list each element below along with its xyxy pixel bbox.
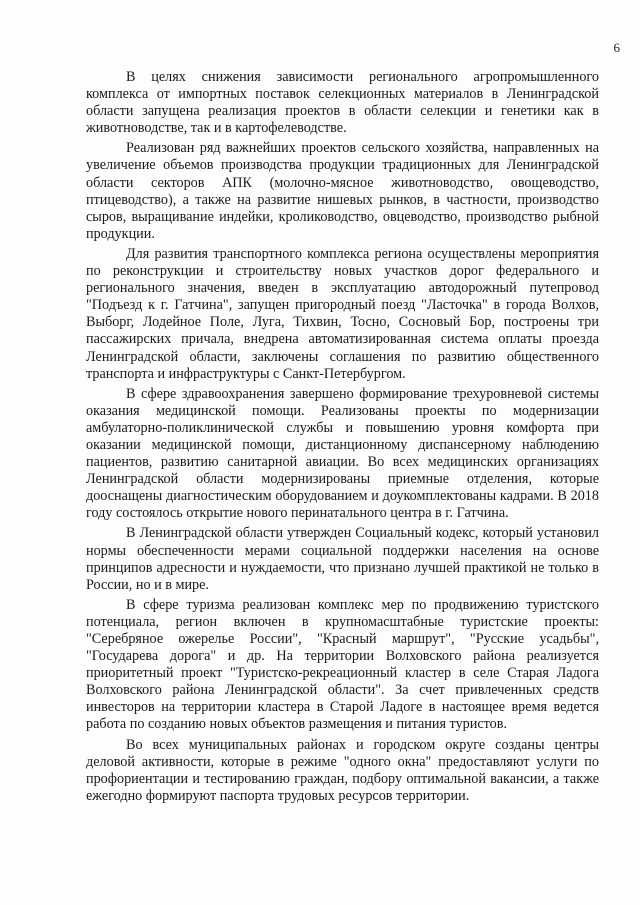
paragraph-social-code: В Ленинградской области утвержден Социальный кодекс, который установил нормы обеспеченности мерами социальной поддержки населения на основе принципов адресности и нуждаемости, что признано лучшей практикой не только в России, но и в мире.	[86, 525, 599, 593]
document-body	[86, 69, 599, 808]
paragraph-agro-selection: В целях снижения зависимости регионального агропромышленного комплекса от импортных поставок селекционных материалов в Ленинградской области запущена реализация проектов в области селекции и генетики как в животноводстве, так и в картофелеводстве.	[86, 69, 599, 137]
paragraph-business-centers: Во всех муниципальных районах и городском округе созданы центры деловой активности, которые в режиме "одного окна" предоставляют услуги по профориентации и тестированию граждан, подбору оптимальной вакансии, а также ежегодно формируют паспорта трудовых ресурсов территории.	[86, 736, 599, 804]
paragraph-healthcare: В сфере здравоохранения завершено формирование трехуровневой системы оказания медицинской помощи. Реализованы проекты по модернизации амбулаторно-поликлинической службы и повышению уровня комфорта при оказании медицинской помощи, дистанционному диспансерному наблюдению пациентов, развитию санитарной авиации. Во всех медицинских организациях Ленинградской области модернизированы приемные отделения, которые дооснащены диагностическим оборудованием и доукомплектованы кадрами. В 2018 году состоялось открытие нового перинатального центра в г. Гатчина.	[86, 385, 599, 522]
paragraph-tourism: В сфере туризма реализован комплекс мер по продвижению туристского потенциала, регион включен в крупномасштабные туристские проекты: "Серебряное ожерелье России", "Красный маршрут", "Русские усадьбы", "Государева дорога" и др. На территории Волховского района реализуется приоритетный проект "Туристско-рекреационный кластер в селе Старая Ладога Волховского района Ленинградской области". За счет привлеченных средств инвесторов на территории кластера в Старой Ладоге в настоящее время ведется работа по созданию новых объектов размещения и питания туристов.	[86, 596, 599, 733]
paragraph-agriculture-projects: Реализован ряд важнейших проектов сельского хозяйства, направленных на увеличение объемов производства продукции традиционных для Ленинградской области секторов АПК (молочно-мясное животноводство, овощеводство, птицеводство), а также на развитие нишевых рынков, в частности, производство сыров, выращивание индейки, кролиководство, овцеводство, производство рыбной продукции.	[86, 140, 599, 242]
paragraph-transport: Для развития транспортного комплекса региона осуществлены мероприятия по реконструкции и строительству новых участков дорог федерального и регионального значения, введен в эксплуатацию автодорожный путепровод "Подъезд к г. Гатчина", запущен пригородный поезд "Ласточка" в города Волхов, Выборг, Лодейное Поле, Луга, Тихвин, Тосно, Сосновый Бор, построены три пассажирских причала, внедрена автоматизированная система оплаты проезда Ленинградской области, заключены соглашения по развитию общественного транспорта и инфраструктуры с Санкт-Петербургом.	[86, 245, 599, 382]
page-number: 6	[613, 40, 620, 55]
